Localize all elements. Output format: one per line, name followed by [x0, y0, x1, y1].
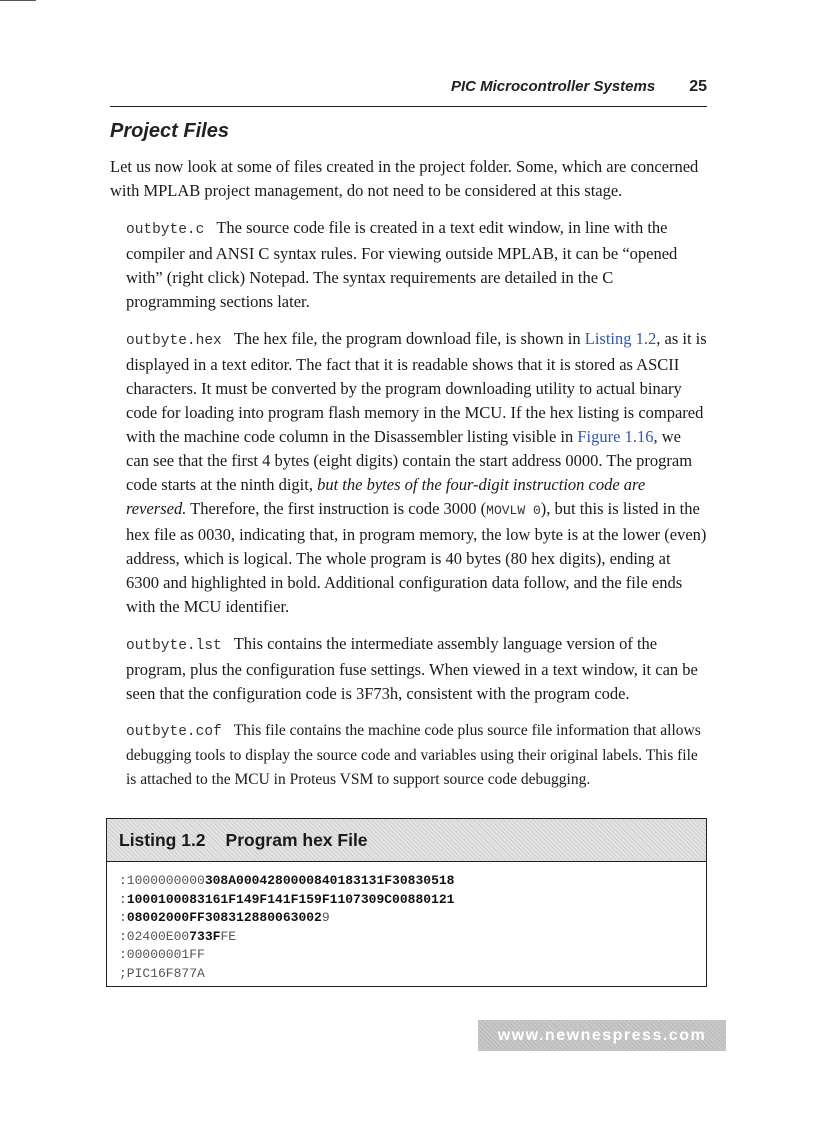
publisher-website: www.newnespress.com — [478, 1020, 726, 1051]
entry-text: Therefore, the first instruction is code 3000 ( — [186, 499, 487, 518]
listing-title: Program hex File — [225, 829, 368, 850]
code-line: ;PIC16F877A — [119, 965, 205, 981]
listing-box — [106, 818, 707, 987]
code-line: :1000000000308A0004280000840183131F30830518 — [119, 873, 455, 888]
section-title: Project Files — [110, 120, 229, 142]
running-title: PIC Microcontroller Systems — [450, 78, 656, 95]
entry-outbyte-cof — [110, 719, 707, 792]
listing-code — [107, 862, 706, 983]
entry-text: This contains the intermediate assembly language version of the program, plus the configuration fuse settings. When viewed in a text window, it can be seen that the configuration code is 3F73h, consistent with the program code. — [126, 634, 698, 703]
entry-text: The source code file is created in a text edit window, in line with the compiler and ANSI C syntax rules. For viewing outside MPLAB, it can be “opened with” (right click) Notepad. The syntax requirements are detailed in the C programming sections later. — [126, 218, 678, 311]
running-header — [110, 78, 707, 96]
entry-text: , as it is displayed in a text editor. The fact that it is readable shows that it is stored as ASCII characters. It must be converted by the program downloading utility to actual binary code for loading into program flash memory in the MCU. If the hex listing is compared with the machine code column in the Disassembler listing visible in — [126, 329, 707, 446]
code-line: :02400E00733FFE — [119, 928, 237, 944]
entry-outbyte-c — [110, 216, 707, 314]
code-line: :00000001FF — [119, 947, 205, 962]
code-line: :08002000FF3083128800630029 — [119, 910, 330, 925]
listing-label: Listing 1.2 — [119, 829, 206, 850]
entry-outbyte-lst — [110, 632, 707, 706]
inline-code: MOVLW 0 — [486, 503, 541, 518]
entry-text: This file contains the machine code plus source file information that allows debugging tools to display the source code and variables using their original labels. This file is attached to the MCU in Proteus VSM to support source code debugging. — [126, 722, 701, 788]
listing-1-2-link[interactable]: Listing 1.2 — [584, 329, 657, 348]
entry-text: The hex file, the program download file, is shown in — [233, 329, 585, 348]
corner-crop-mark — [0, 0, 36, 1]
emphasis-text: but the bytes of the four-digit instruction code are reversed. — [126, 475, 646, 518]
header-rule — [110, 106, 707, 107]
entry-text: ), but this is listed in the hex file as 0030, indicating that, in program memory, the low byte is at the lower (even) address, which is logical. The whole program is 40 bytes (80 hex digits), ending at 6300 and highlighted in bold. Additional configuration data follow, and the file ends with the MCU identifier. — [126, 499, 707, 616]
intro-paragraph: Let us now look at some of files created in the project folder. Some, which are concerned with MPLAB project management, do not need to be considered at this stage. — [110, 157, 699, 200]
figure-1-16-link[interactable]: Figure 1.16 — [577, 427, 654, 446]
page-number: 25 — [689, 78, 707, 95]
entry-text: , we can see that the first 4 bytes (eight digits) contain the start address 0000. The program code starts at the ninth digit, — [126, 427, 693, 494]
file-term: outbyte.cof — [126, 724, 222, 740]
listing-header — [107, 819, 706, 862]
code-line: :1000100083161F149F141F159F1107309C00880121 — [119, 891, 455, 907]
file-term: outbyte.hex — [126, 333, 222, 349]
body-text — [110, 155, 707, 805]
entry-outbyte-hex — [110, 327, 707, 619]
file-term: outbyte.c — [126, 222, 205, 238]
file-term: outbyte.lst — [126, 638, 222, 654]
